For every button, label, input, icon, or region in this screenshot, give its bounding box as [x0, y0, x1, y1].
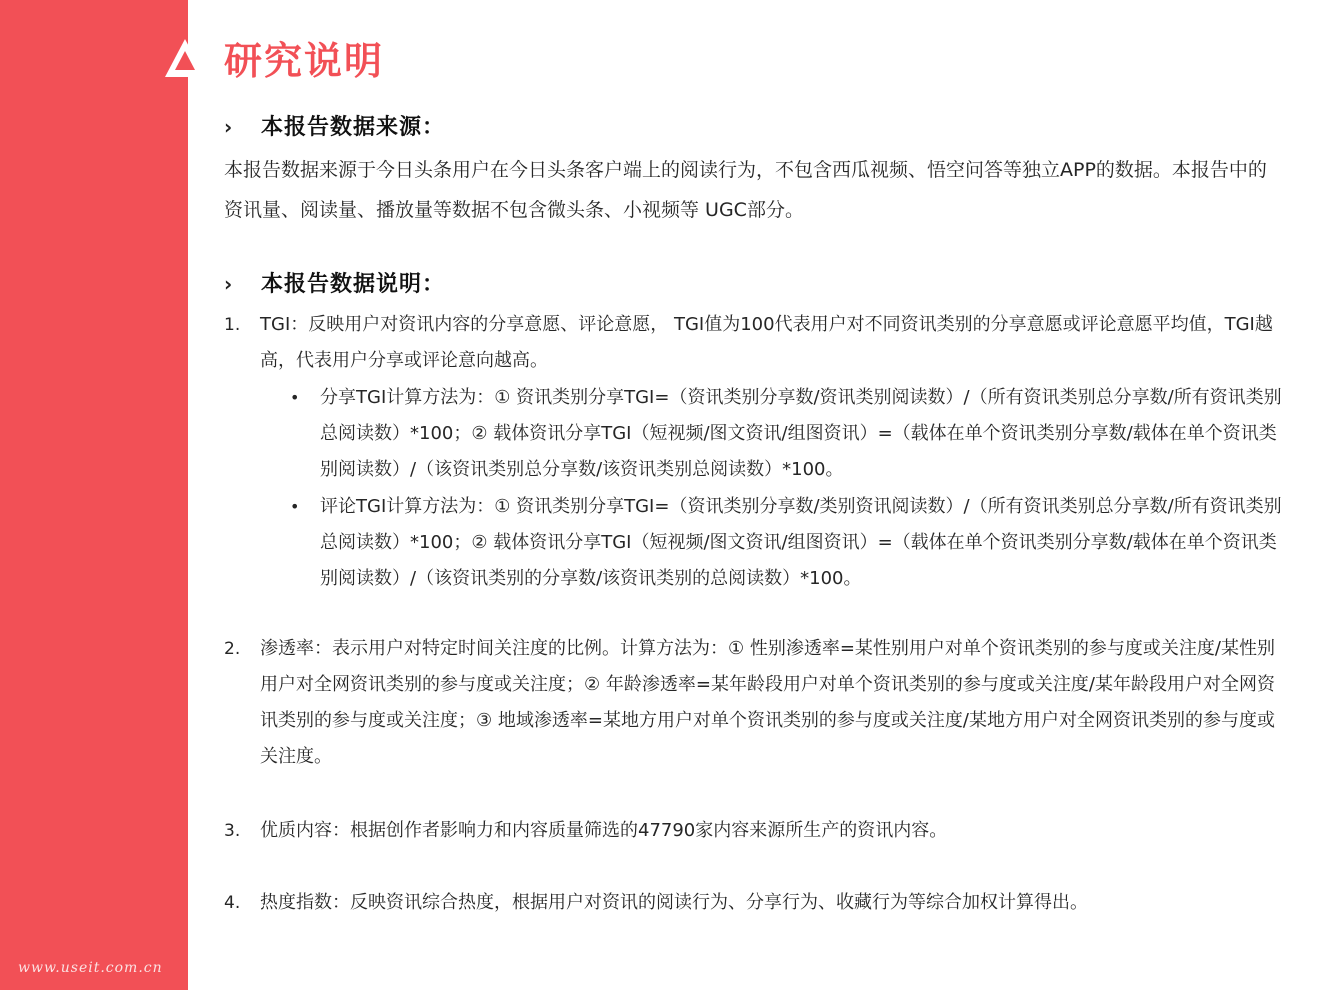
list-number: 3. [224, 821, 241, 841]
section-header-data-source [224, 113, 1294, 143]
list-number: 1. [224, 315, 241, 335]
section-title: 本报告数据说明： [261, 272, 446, 297]
list-item-text: 渗透率：表示用户对特定时间关注度的比例。计算方法为：① 性别渗透率=某性别用户对单个资讯类别的参与度或关注度/某性别用户对全网资讯类别的参与度或关注度；② 年龄渗透率=某年龄段用户对单个资讯类别的参与度或关注度/某年龄段用户对全网资讯类别的参与度或关注度；③ 地域渗透率=某地方用户对单个资讯类别的参与度或关注度/某地方用户对全网资讯类别的参与度或关注度。 [260, 638, 1275, 767]
bullet-dot-icon: • [290, 388, 300, 407]
triangle-icon [163, 37, 207, 79]
list-number: 4. [224, 893, 241, 913]
chevron-right-icon: › [224, 272, 233, 296]
chevron-right-icon: › [224, 115, 233, 139]
list-item-text: TGI：反映用户对资讯内容的分享意愿、评论意愿， TGI值为100代表用户对不同资讯类别的分享意愿或评论意愿平均值，TGI越高，代表用户分享或评论意向越高。 [260, 314, 1273, 371]
watermark: www.useit.com.cn [18, 960, 163, 976]
section-body: 本报告数据来源于今日头条用户在今日头条客户端上的阅读行为，不包含西瓜视频、悟空问答等独立APP的数据。本报告中的资讯量、阅读量、播放量等数据不包含微头条、小视频等 UGC部分。 [224, 159, 1267, 221]
bullet-text: 分享TGI计算方法为：① 资讯类别分享TGI=（资讯类别分享数/资讯类别阅读数）/（所有资讯类别总分享数/所有资讯类别总阅读数）*100；② 载体资讯分享TGI（短视频/图文资讯/组图资讯）=（载体在单个资讯类别分享数/载体在单个资讯类别阅读数）/（该资讯类别总分享数/该资讯类别总阅读数）*100。 [320, 387, 1282, 480]
section-header-data-notes [224, 270, 1294, 300]
list-item-text: 热度指数：反映资讯综合热度，根据用户对资讯的阅读行为、分享行为、收藏行为等综合加权计算得出。 [260, 892, 1088, 913]
list-item-text: 优质内容：根据创作者影响力和内容质量筛选的47790家内容来源所生产的资讯内容。 [260, 820, 948, 841]
page-title: 研究说明 [224, 39, 385, 83]
bullet-dot-icon: • [290, 497, 300, 516]
sidebar-accent-bar [0, 0, 188, 990]
list-number: 2. [224, 639, 241, 659]
bullet-text: 评论TGI计算方法为：① 资讯类别分享TGI=（资讯类别分享数/类别资讯阅读数）/（所有资讯类别总分享数/所有资讯类别总阅读数）*100；② 载体资讯分享TGI（短视频/图文资讯/组图资讯）=（载体在单个资讯类别分享数/载体在单个资讯类别阅读数）/（该资讯类别的分享数/该资讯类别的总阅读数）*100。 [320, 496, 1282, 589]
section-title: 本报告数据来源： [261, 115, 446, 140]
